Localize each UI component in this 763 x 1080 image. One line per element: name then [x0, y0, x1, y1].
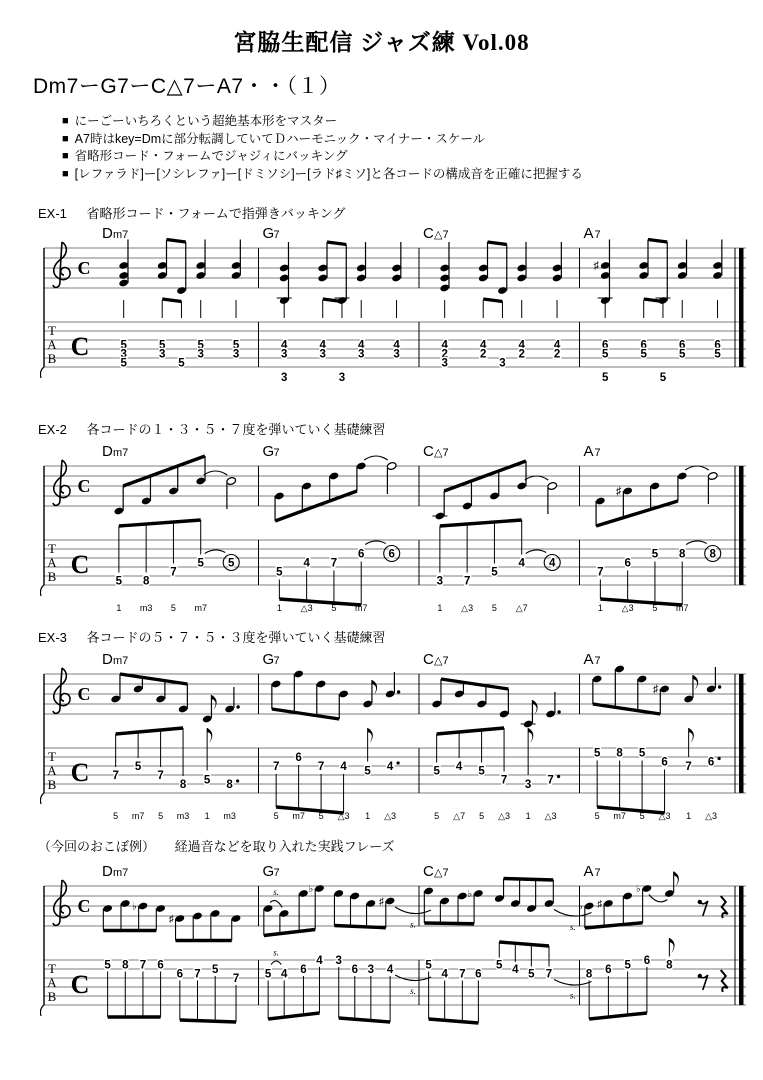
svg-text:B: B [47, 569, 57, 584]
svg-text:G: G [262, 863, 275, 880]
svg-text:7: 7 [317, 761, 325, 773]
svg-text:3: 3 [524, 779, 532, 791]
svg-text:5: 5 [651, 548, 659, 561]
svg-text:C: C [70, 970, 90, 999]
svg-text:△3: △3 [621, 603, 634, 613]
section-heading-phrase [38, 836, 394, 855]
page-title: 宮脇生配信 ジャズ練 Vol.08 [233, 30, 530, 55]
svg-text:6: 6 [605, 964, 612, 976]
svg-text:7: 7 [272, 761, 280, 773]
svg-text:5: 5 [659, 371, 667, 384]
svg-text:5: 5 [640, 348, 647, 361]
svg-text:5: 5 [478, 765, 485, 778]
svg-text:6: 6 [661, 756, 668, 769]
svg-text:s.: s. [569, 990, 576, 1001]
svg-text:s.: s. [410, 919, 416, 930]
bullet-text: [レファラド]ー[ソシレファ]ー[ドミソシ]ー[ラド♯ミソ]と各コードの構成音を正確に把握する [74, 166, 583, 181]
svg-text:△7: △7 [434, 447, 449, 459]
bullet-text: 省略形コード・フォームでジャジィにバッキング [74, 149, 348, 164]
svg-text:s.: s. [569, 922, 576, 932]
svg-text:5: 5 [211, 964, 219, 976]
svg-text:7: 7 [545, 968, 553, 981]
square-bullet-icon: ■ [62, 115, 69, 127]
svg-text:7: 7 [139, 959, 147, 972]
section-heading-ex3 [38, 627, 386, 646]
svg-text:7: 7 [594, 447, 601, 459]
svg-text:4: 4 [386, 761, 394, 773]
svg-text:5: 5 [496, 959, 503, 972]
square-bullet-icon: ■ [62, 167, 69, 180]
svg-text:4: 4 [518, 557, 525, 570]
svg-text:8: 8 [122, 959, 129, 972]
square-bullet-icon: ■ [62, 132, 69, 145]
svg-text:1: 1 [686, 811, 692, 821]
svg-text:m7: m7 [675, 603, 689, 613]
bullet-text: にーごーいちろくという超絶基本形をマスター [74, 114, 338, 128]
svg-text:C: C [77, 896, 91, 916]
svg-text:3: 3 [280, 371, 288, 384]
svg-text:4: 4 [549, 557, 556, 570]
svg-text:7: 7 [273, 229, 280, 241]
exercise-description: 経過音などを取り入れた実践フレーズ [174, 839, 395, 854]
svg-text:A: A [583, 651, 594, 668]
svg-text:5: 5 [170, 603, 176, 613]
svg-text:3: 3 [338, 371, 346, 384]
svg-text:4: 4 [553, 339, 561, 352]
exercise-description: 各コードの５・７・５・３度を弾いていく基礎練習 [86, 630, 386, 645]
svg-text:5: 5 [714, 348, 721, 361]
svg-text:C: C [423, 863, 434, 880]
svg-text:1: 1 [276, 603, 282, 613]
svg-text:3: 3 [499, 357, 506, 370]
svg-text:3: 3 [232, 348, 240, 361]
square-bullet-icon: ■ [62, 150, 69, 163]
svg-text:B: B [47, 351, 57, 366]
svg-text:5: 5 [232, 339, 240, 352]
svg-text:A: A [583, 443, 594, 460]
svg-text:C: C [423, 443, 434, 460]
bullet-text: A7時はkey=Dmに部分転調していてＤハーモニック・マイナー・スケール [74, 131, 486, 146]
svg-text:7: 7 [594, 867, 601, 879]
exercise-label: EX-2 [38, 422, 67, 437]
svg-text:5: 5 [364, 765, 371, 778]
svg-text:4: 4 [280, 968, 288, 981]
svg-text:5: 5 [479, 811, 485, 821]
svg-text:6: 6 [295, 752, 302, 764]
svg-text:8: 8 [226, 779, 233, 791]
svg-text:3: 3 [436, 575, 444, 588]
notation-system-ex2 [40, 440, 752, 620]
svg-text:6: 6 [300, 964, 307, 976]
svg-text:D: D [102, 651, 113, 668]
svg-text:7: 7 [594, 655, 601, 667]
svg-text:△7: △7 [453, 811, 466, 821]
svg-text:5: 5 [601, 348, 609, 361]
svg-text:5: 5 [197, 557, 204, 570]
svg-text:5: 5 [434, 811, 440, 821]
svg-text:s.: s. [273, 947, 280, 958]
svg-text:1: 1 [365, 811, 371, 821]
svg-text:4: 4 [441, 339, 448, 352]
svg-text:2: 2 [553, 348, 561, 361]
svg-text:G: G [262, 225, 275, 242]
svg-text:A: A [47, 555, 57, 570]
svg-text:5: 5 [120, 357, 127, 370]
svg-text:4: 4 [319, 339, 326, 352]
svg-text:1: 1 [116, 603, 122, 613]
svg-text:△3: △3 [705, 811, 718, 821]
svg-text:♯: ♯ [379, 896, 385, 908]
svg-text:♭: ♭ [578, 901, 583, 913]
svg-text:5: 5 [638, 747, 646, 760]
svg-text:△3: △3 [337, 811, 350, 821]
svg-text:8: 8 [616, 747, 623, 760]
svg-text:2: 2 [479, 348, 487, 361]
svg-text:5: 5 [197, 339, 204, 352]
svg-text:5: 5 [318, 811, 324, 821]
svg-text:4: 4 [512, 964, 519, 976]
svg-text:8: 8 [709, 548, 716, 561]
svg-text:8: 8 [179, 779, 187, 791]
svg-text:7: 7 [463, 575, 471, 588]
svg-text:D: D [102, 225, 113, 242]
svg-text:8: 8 [679, 548, 686, 561]
svg-text:△7: △7 [434, 229, 449, 241]
svg-text:3: 3 [358, 348, 365, 361]
svg-text:B: B [47, 989, 57, 1004]
svg-text:5: 5 [425, 959, 432, 972]
svg-text:3: 3 [335, 955, 342, 967]
svg-text:m7: m7 [194, 603, 207, 613]
svg-text:4: 4 [479, 339, 487, 352]
svg-text:s.: s. [410, 986, 416, 996]
svg-text:4: 4 [386, 964, 394, 976]
svg-text:♯: ♯ [615, 485, 622, 498]
svg-text:m7: m7 [354, 603, 368, 613]
svg-text:8: 8 [666, 959, 673, 972]
svg-text:5: 5 [528, 968, 535, 981]
svg-text:C: C [77, 684, 91, 704]
svg-text:G: G [262, 443, 275, 460]
svg-text:♭: ♭ [308, 884, 314, 895]
list-item [62, 113, 583, 131]
svg-text:♯: ♯ [168, 914, 174, 925]
svg-text:5: 5 [624, 959, 631, 972]
svg-text:♭: ♭ [467, 889, 473, 900]
svg-text:6: 6 [157, 959, 164, 972]
svg-text:2: 2 [518, 348, 525, 361]
chord-progression-subtitle: Dm7ーG7ーC△7ーA7・・（１） [33, 75, 341, 98]
svg-text:3: 3 [197, 348, 204, 361]
svg-text:4: 4 [393, 339, 400, 352]
svg-text:♭: ♭ [636, 884, 641, 895]
exercise-description: 省略形コード・フォームで指弾きバッキング [86, 206, 346, 221]
svg-text:5: 5 [158, 339, 166, 352]
exercise-description: 各コードの１・３・５・７度を弾いていく基礎練習 [86, 422, 386, 437]
svg-text:△3: △3 [658, 811, 671, 821]
svg-text:3: 3 [441, 357, 448, 370]
svg-text:4: 4 [441, 968, 448, 981]
svg-text:A: A [47, 975, 57, 990]
svg-text:△3: △3 [300, 603, 313, 613]
svg-text:8: 8 [585, 968, 593, 981]
svg-text:7: 7 [685, 761, 692, 773]
svg-text:6: 6 [624, 557, 631, 570]
svg-text:△3: △3 [461, 603, 474, 613]
svg-text:5: 5 [491, 603, 497, 613]
svg-text:2: 2 [441, 348, 448, 361]
svg-text:6: 6 [714, 339, 721, 352]
svg-text:A: A [47, 763, 57, 778]
svg-text:m7: m7 [113, 229, 129, 241]
svg-text:m7: m7 [113, 655, 129, 667]
svg-text:m3: m3 [139, 603, 153, 613]
notation-system-ex1 [40, 222, 752, 402]
svg-text:4: 4 [518, 339, 525, 352]
svg-text:△3: △3 [384, 811, 397, 821]
svg-text:5: 5 [120, 339, 127, 352]
svg-text:7: 7 [330, 557, 338, 570]
svg-text:3: 3 [158, 348, 166, 361]
svg-text:5: 5 [276, 566, 283, 579]
svg-text:6: 6 [351, 964, 359, 976]
svg-text:4: 4 [303, 557, 310, 570]
exercise-label: EX-1 [38, 206, 67, 221]
svg-text:C: C [423, 651, 434, 668]
svg-text:5: 5 [639, 811, 645, 821]
svg-text:A: A [47, 337, 57, 352]
svg-text:5: 5 [601, 371, 609, 384]
svg-text:D: D [102, 863, 113, 880]
svg-text:5: 5 [113, 811, 119, 821]
svg-text:1: 1 [525, 811, 531, 821]
svg-text:5: 5 [228, 557, 235, 570]
svg-text:C: C [77, 258, 91, 278]
svg-text:△3: △3 [544, 811, 557, 821]
svg-text:7: 7 [157, 770, 164, 782]
svg-text:1: 1 [204, 811, 210, 821]
svg-text:C: C [77, 476, 91, 496]
svg-text:C: C [70, 550, 90, 579]
svg-text:7: 7 [273, 447, 280, 459]
svg-text:5: 5 [331, 603, 337, 613]
svg-text:6: 6 [601, 339, 609, 352]
svg-text:4: 4 [455, 761, 463, 773]
svg-text:5: 5 [594, 811, 600, 821]
svg-text:m3: m3 [176, 811, 190, 821]
list-item [62, 166, 583, 184]
svg-text:1: 1 [437, 603, 443, 613]
svg-text:5: 5 [273, 811, 279, 821]
svg-text:7: 7 [194, 968, 201, 981]
svg-text:G: G [262, 651, 275, 668]
svg-text:5: 5 [679, 348, 686, 361]
svg-text:3: 3 [319, 348, 326, 361]
svg-text:△7: △7 [515, 603, 528, 613]
svg-text:6: 6 [176, 968, 184, 981]
svg-text:T: T [48, 541, 56, 556]
svg-text:D: D [102, 443, 113, 460]
svg-text:m7: m7 [292, 811, 305, 821]
svg-text:7: 7 [112, 770, 119, 782]
svg-text:6: 6 [358, 548, 365, 561]
svg-text:5: 5 [134, 761, 142, 773]
svg-text:A: A [583, 225, 594, 242]
svg-text:s.: s. [273, 887, 280, 897]
svg-text:5: 5 [158, 811, 164, 821]
exercise-label: （今回のおこぼ例） [38, 839, 156, 854]
svg-text:3: 3 [120, 348, 127, 361]
svg-text:5: 5 [203, 774, 211, 787]
svg-text:m3: m3 [223, 811, 236, 821]
notation-system-phrase [40, 860, 752, 1040]
svg-text:♭: ♭ [132, 901, 137, 913]
svg-text:7: 7 [547, 774, 554, 787]
svg-text:7: 7 [500, 774, 508, 787]
svg-text:6: 6 [388, 548, 395, 561]
svg-text:5: 5 [652, 603, 658, 613]
svg-text:7: 7 [273, 867, 280, 879]
svg-text:m7: m7 [613, 811, 626, 821]
svg-text:3: 3 [280, 348, 288, 361]
svg-text:△7: △7 [434, 867, 449, 879]
svg-text:T: T [48, 323, 56, 338]
list-item [62, 131, 583, 149]
svg-text:5: 5 [178, 357, 185, 370]
svg-text:5: 5 [593, 747, 601, 760]
svg-text:m7: m7 [113, 447, 129, 459]
svg-text:T: T [48, 961, 56, 976]
svg-text:7: 7 [232, 973, 240, 985]
svg-text:4: 4 [280, 339, 288, 352]
svg-text:5: 5 [433, 765, 440, 778]
svg-text:♯: ♯ [597, 899, 603, 910]
svg-text:♯: ♯ [593, 260, 599, 272]
svg-text:6: 6 [475, 968, 482, 981]
svg-text:C: C [423, 225, 434, 242]
svg-text:3: 3 [393, 348, 400, 361]
svg-text:7: 7 [597, 566, 604, 579]
svg-text:T: T [48, 749, 56, 764]
svg-text:4: 4 [340, 761, 347, 773]
exercise-label: EX-3 [38, 630, 67, 645]
svg-text:△3: △3 [498, 811, 511, 821]
svg-text:1: 1 [597, 603, 603, 613]
svg-text:6: 6 [707, 756, 715, 769]
section-heading-ex2 [38, 419, 386, 438]
svg-text:B: B [47, 777, 57, 792]
svg-text:5: 5 [115, 575, 123, 588]
svg-text:A: A [583, 863, 594, 880]
svg-text:7: 7 [170, 566, 177, 579]
list-item [62, 148, 583, 166]
svg-text:6: 6 [640, 339, 647, 352]
svg-text:7: 7 [273, 655, 280, 667]
notes-list [62, 113, 583, 183]
svg-text:3: 3 [367, 964, 375, 976]
svg-text:5: 5 [104, 959, 111, 972]
svg-text:4: 4 [358, 339, 365, 352]
svg-text:8: 8 [142, 575, 150, 588]
svg-text:△7: △7 [434, 655, 449, 667]
svg-text:4: 4 [316, 955, 323, 967]
svg-text:m7: m7 [131, 811, 145, 821]
svg-text:7: 7 [594, 229, 601, 241]
svg-text:7: 7 [459, 968, 466, 981]
svg-text:♯: ♯ [652, 683, 659, 696]
svg-text:C: C [70, 332, 90, 361]
svg-text:6: 6 [679, 339, 686, 352]
svg-text:5: 5 [264, 968, 272, 981]
notation-system-ex3 [40, 648, 752, 828]
svg-text:6: 6 [643, 955, 651, 967]
svg-text:m7: m7 [113, 867, 129, 879]
svg-text:C: C [70, 758, 90, 787]
svg-text:5: 5 [491, 566, 498, 579]
section-heading-ex1 [38, 203, 346, 222]
